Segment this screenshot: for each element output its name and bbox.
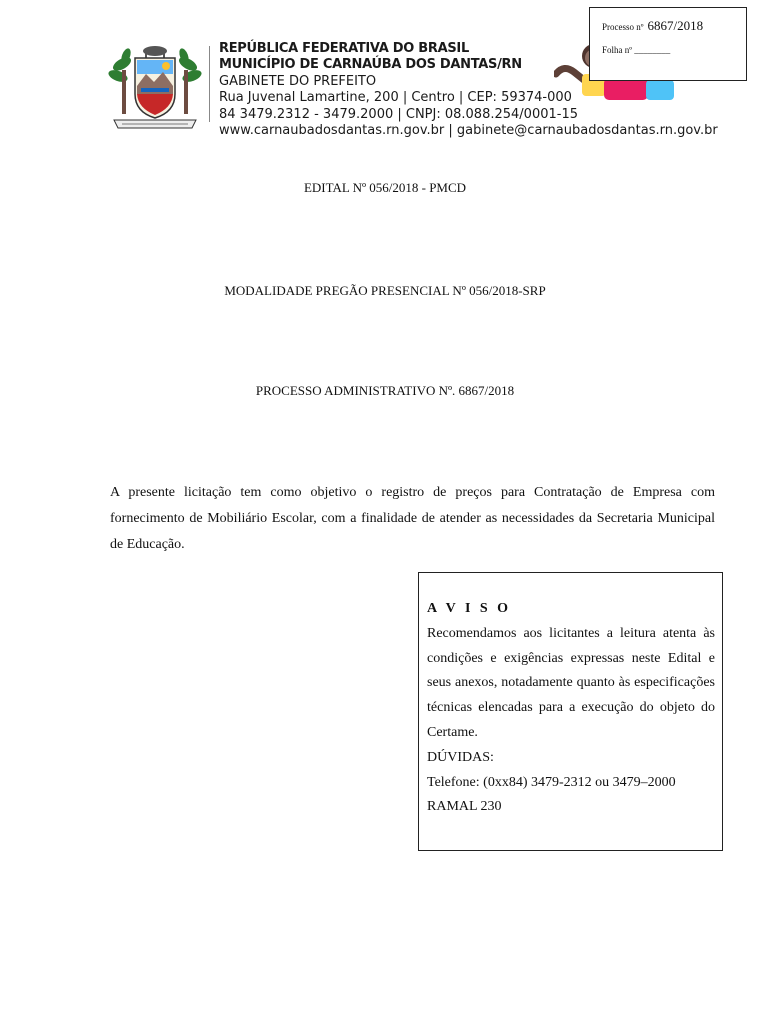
intro-paragraph: A presente licitação tem como objetivo o registro de preços para Contratação de Empresa com fornecimento de Mobiliário Escolar, com a finalidade de atender as necessidades da Secretaria Municipal de Educação. <box>110 485 715 552</box>
aviso-telefone: Telefone: (0xx84) 3479-2312 ou 3479–2000 <box>427 774 676 790</box>
stamp-folha: Folha nº ________ <box>602 45 671 55</box>
aviso-box <box>418 572 723 851</box>
edital-title: EDITAL Nº 056/2018 - PMCD <box>303 180 467 195</box>
header-address: Rua Juvenal Lamartine, 200 | Centro | CEP: 59374-000 <box>219 90 572 106</box>
aviso-ramal: RAMAL 230 <box>427 799 502 815</box>
modalidade-title: MODALIDADE PREGÃO PRESENCIAL Nº 056/2018-SRP <box>224 283 546 298</box>
header-gabinete: GABINETE DO PREFEITO <box>219 73 377 89</box>
stamp-processo <box>602 18 703 34</box>
processo-title: PROCESSO ADMINISTRATIVO Nº. 6867/2018 <box>255 383 515 398</box>
stamp-processo-label: Processo nº <box>602 22 644 32</box>
aviso-body: Recomendamos aos licitantes a leitura atenta às condições e exigências expressas neste Edital e seus anexos, notadamente quanto às especificações técnicas elencadas para a execução do objeto do Certame. <box>427 625 715 740</box>
header-republica: REPÚBLICA FEDERATIVA DO BRASIL <box>219 41 469 56</box>
header-divider <box>209 46 210 122</box>
aviso-duvidas: DÚVIDAS: <box>427 749 494 765</box>
header-municipio: MUNICÍPIO DE CARNAÚBA DOS DANTAS/RN <box>219 57 522 73</box>
header-website-email: www.carnaubadosdantas.rn.gov.br | gabinete@carnaubadosdantas.rn.gov.br <box>219 123 718 139</box>
aviso-title: A V I S O <box>427 601 512 616</box>
municipal-coat-of-arms-icon <box>108 42 202 132</box>
process-stamp-box <box>589 7 747 81</box>
aviso-content <box>427 597 715 820</box>
header-phone-cnpj: 84 3479.2312 - 3479.2000 | CNPJ: 08.088.254/0001-15 <box>219 106 578 122</box>
stamp-processo-number: 6867/2018 <box>647 18 704 33</box>
